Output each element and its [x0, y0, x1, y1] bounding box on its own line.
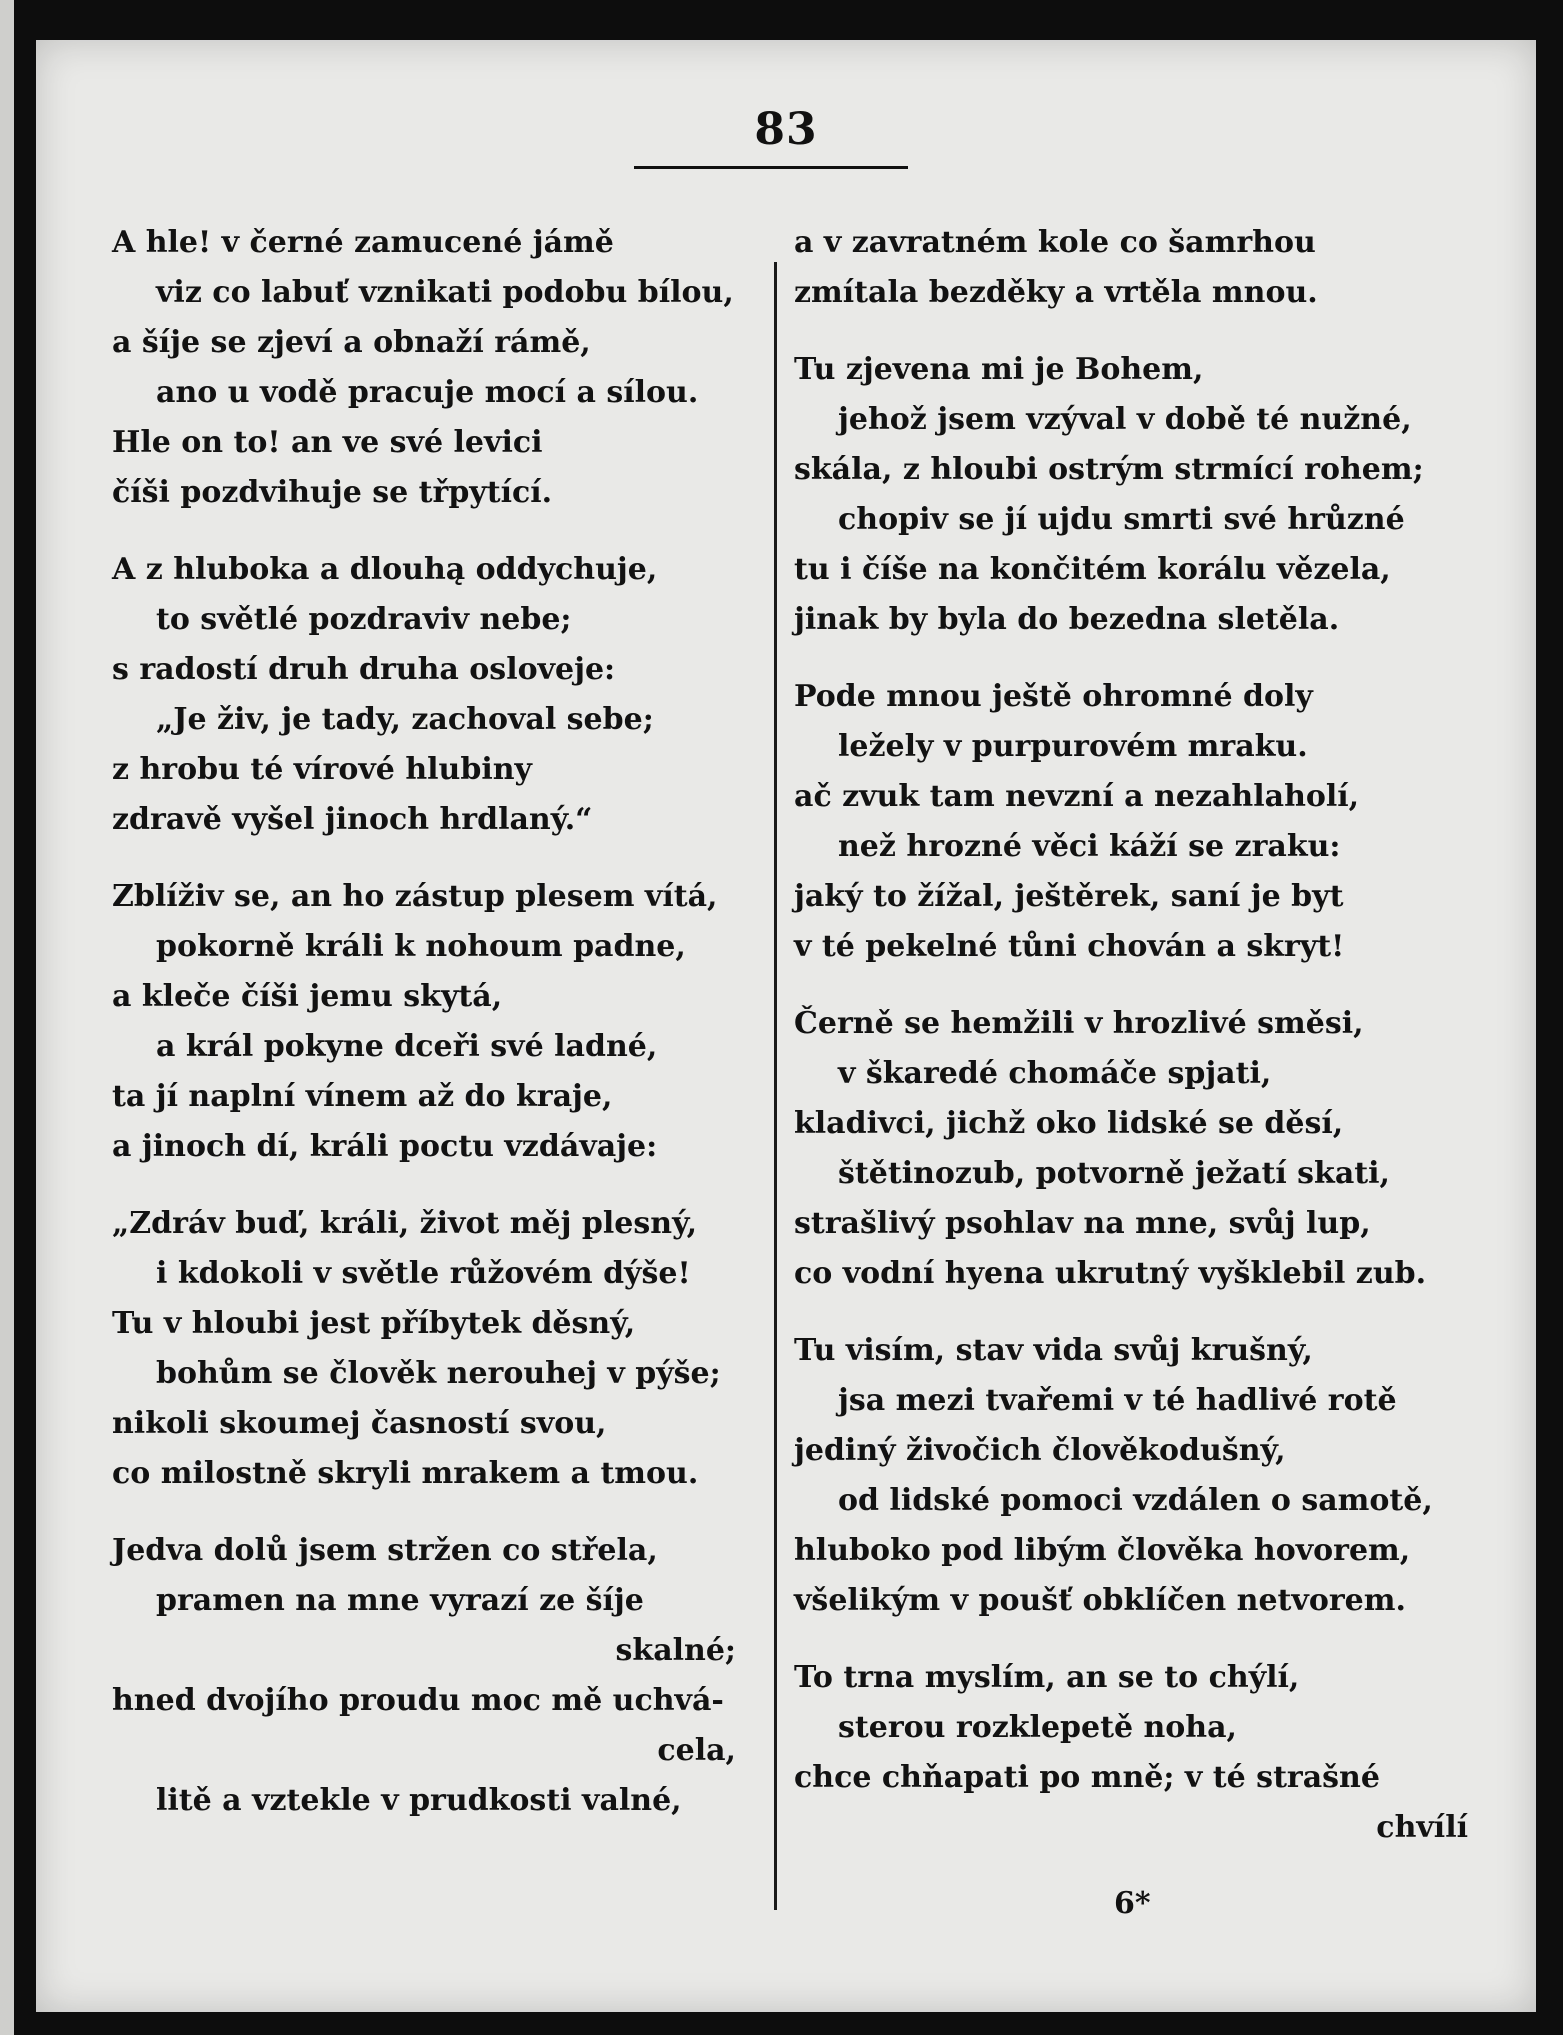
- column-divider: [774, 262, 777, 1910]
- verse-line: tu i číše na končitém korálu vězela,: [794, 552, 1391, 587]
- verse-line: jinak by byla do bezedna sletěla.: [794, 602, 1340, 637]
- verse-line: A hle! v černé zamucené jámě: [112, 225, 614, 260]
- header-rule: [634, 166, 908, 169]
- page-number: 83: [754, 104, 818, 155]
- verse-line: štětinozub, potvorně ježatí skati,: [838, 1156, 1390, 1191]
- verse-line: jediný živočich člověkodušný,: [794, 1433, 1286, 1468]
- verse-line: zmítala bezděky a vrtěla mnou.: [794, 275, 1318, 310]
- verse-line: Pode mnou ještě ohromné doly: [794, 679, 1313, 714]
- verse-line: jaký to žížal, ještěrek, saní je byt: [794, 879, 1344, 914]
- verse-line: všelikým v poušť obklíčen netvorem.: [794, 1583, 1406, 1618]
- verse-line: Zblíživ se, an ho zástup plesem vítá,: [112, 879, 718, 914]
- verse-line: strašlivý psohlav na mne, svůj lup,: [794, 1206, 1371, 1241]
- stanza: [794, 999, 1494, 1299]
- adjacent-page-edge: [0, 0, 14, 2035]
- stanza: [794, 1653, 1494, 1853]
- verse-line: Hle on to! an ve své levici: [112, 425, 543, 460]
- verse-line: ležely v purpurovém mraku.: [838, 729, 1308, 764]
- verse-line: i kdokoli v světle růžovém dýše!: [156, 1256, 691, 1291]
- verse-line: z hrobu té vírové hlubiny: [112, 752, 532, 787]
- stanza: [112, 218, 762, 518]
- verse-line: viz co labuť vznikati podobu bílou,: [156, 275, 734, 310]
- verse-line: sterou rozklepetě noha,: [838, 1710, 1237, 1745]
- stanza: [794, 672, 1494, 972]
- left-column: [112, 218, 762, 1853]
- verse-line: číši pozdvihuje se třpytící.: [112, 475, 553, 510]
- verse-line: jehož jsem vzýval v době té nužné,: [838, 402, 1412, 437]
- verse-line: chce chňapati po mně; v té strašné: [794, 1760, 1380, 1795]
- verse-line: litě a vztekle v prudkosti valné,: [156, 1783, 682, 1818]
- verse-line: a šíje se zjeví a obnaží rámě,: [112, 325, 591, 360]
- verse-line: co vodní hyena ukrutný vyšklebil zub.: [794, 1256, 1427, 1291]
- verse-line: a král pokyne dceři své ladné,: [156, 1029, 658, 1064]
- verse-line: v té pekelné tůni chován a skryt!: [794, 929, 1345, 964]
- verse-line: a v zavratném kole co šamrhou: [794, 225, 1316, 260]
- stanza: [794, 345, 1494, 645]
- book-page: [36, 40, 1536, 2012]
- verse-line: Tu v hloubi jest příbytek děsný,: [112, 1306, 636, 1341]
- verse-line: to světlé pozdraviv nebe;: [156, 602, 572, 637]
- verse-line: skalné;: [615, 1633, 736, 1668]
- verse-line: v škaredé chomáče spjati,: [838, 1056, 1272, 1091]
- verse-line: od lidské pomoci vzdálen o samotě,: [838, 1483, 1433, 1518]
- verse-line: A z hluboka a dlouhą oddychuje,: [112, 552, 658, 587]
- verse-line: hned dvojího proudu moc mě uchvá-: [112, 1683, 724, 1718]
- verse-line: chvílí: [1376, 1810, 1468, 1845]
- verse-line: Tu zjevena mi je Bohem,: [794, 352, 1204, 387]
- verse-line: co milostně skryli mrakem a tmou.: [112, 1456, 699, 1491]
- verse-line: pokorně králi k nohoum padne,: [156, 929, 686, 964]
- right-column: [794, 218, 1494, 1880]
- stanza: [112, 872, 762, 1172]
- verse-line: nikoli skoumej časností svou,: [112, 1406, 607, 1441]
- stanza: [112, 1526, 762, 1826]
- stanza: [794, 218, 1494, 318]
- verse-line: jsa mezi tvařemi v té hadlivé rotě: [838, 1383, 1397, 1418]
- verse-line: ač zvuk tam nevzní a nezahlaholí,: [794, 779, 1360, 814]
- verse-line: ta jí naplní vínem až do kraje,: [112, 1079, 613, 1114]
- verse-line: s radostí druh druha osloveje:: [112, 652, 616, 687]
- verse-line: ano u vodě pracuje mocí a sílou.: [156, 375, 699, 410]
- verse-line: hluboko pod libým člověka hovorem,: [794, 1533, 1411, 1568]
- verse-line: Černě se hemžili v hrozlivé směsi,: [794, 1006, 1364, 1041]
- verse-line: „Je živ, je tady, zachoval sebe;: [156, 702, 654, 737]
- stanza: [112, 545, 762, 845]
- verse-line: zdravě vyšel jinoch hrdlaný.“: [112, 802, 593, 837]
- verse-line: a jinoch dí, králi poctu vzdávaje:: [112, 1129, 658, 1164]
- verse-line: bohům se člověk nerouhej v pýše;: [156, 1356, 721, 1391]
- verse-line: a kleče číši jemu skytá,: [112, 979, 503, 1014]
- verse-line: „Zdráv buď, králi, život měj plesný,: [112, 1206, 698, 1241]
- verse-line: Tu visím, stav vida svůj krušný,: [794, 1333, 1313, 1368]
- verse-line: Jedva dolů jsem stržen co střela,: [112, 1533, 658, 1568]
- verse-line: než hrozné věci káží se zraku:: [838, 829, 1341, 864]
- verse-line: pramen na mne vyrazí ze šíje: [156, 1583, 644, 1618]
- verse-line: chopiv se jí ujdu smrti své hrůzné: [838, 502, 1405, 537]
- signature-mark: 6*: [1114, 1886, 1151, 1921]
- verse-line: skála, z hloubi ostrým strmící rohem;: [794, 452, 1424, 487]
- verse-line: To trna myslím, an se to chýlí,: [794, 1660, 1300, 1695]
- verse-line: kladivci, jichž oko lidské se děsí,: [794, 1106, 1344, 1141]
- stanza: [112, 1199, 762, 1499]
- stanza: [794, 1326, 1494, 1626]
- verse-line: cela,: [657, 1733, 736, 1768]
